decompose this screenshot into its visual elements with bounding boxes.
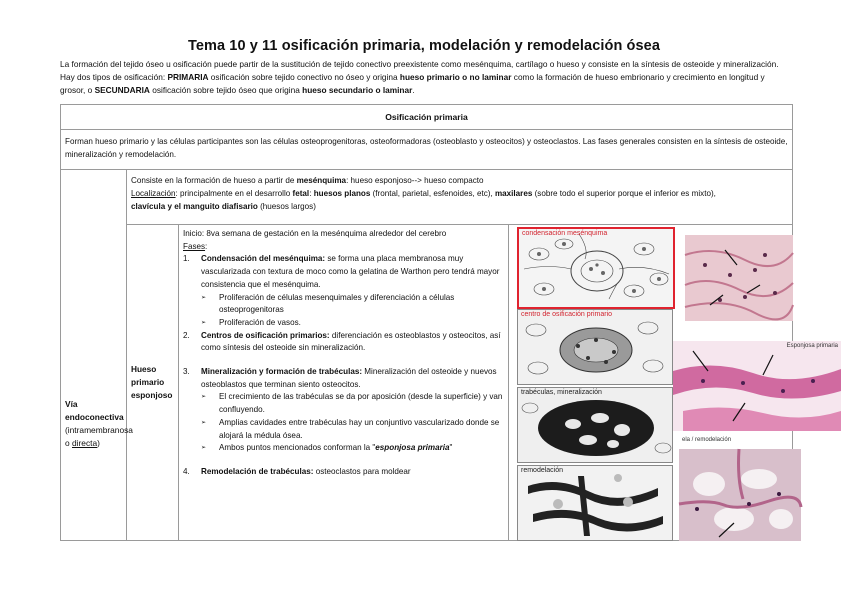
step-1-text: se forma una placa membranosa muy vascularizada con textura de moco como la gelatina de Warthon pero tendrá mayor consistencia que el mesénquima. [201, 254, 500, 289]
step-3-num: 3. [183, 367, 190, 377]
consiste-clavicula: clavícula y el manguito diafisario [131, 202, 258, 211]
step-4-title: Remodelación de trabéculas: [201, 466, 314, 476]
hueso-primario-label: Hueso primario esponjoso [127, 225, 179, 541]
figure-trabeculas [517, 387, 673, 463]
consiste-text-f: (sobre todo el superior porque el inferior es mixto), [532, 189, 716, 198]
step-3-text: Mineralización del osteoide y nuevos osteoblastos que terminan siento osteocitos. [201, 367, 497, 389]
figure-3-label: trabéculas, mineralización [521, 389, 602, 396]
step-3-sub-1: ➢ El crecimiento de las trabéculas se da por aposición (desde la superficie) y van confluyendo. [201, 392, 503, 415]
figure-micrograph-3 [679, 437, 801, 541]
step-4 [183, 466, 504, 479]
remodeling-drawing [518, 466, 672, 540]
step-3-title: Mineralización y formación de trabéculas: [201, 367, 363, 377]
consiste-text-e: (frontal, parietal, esfenoides, etc), [370, 189, 495, 198]
figure-4-label: remodelación [521, 467, 564, 474]
consiste-cell [127, 170, 793, 225]
table-description: Forman hueso primario y las células participantes son las células osteoprogenitoras, osteoformadoras (osteoblasto y osteocitos) y osteoclastos. Las fases generales consisten en la síntesis de osteoide, mineralización y remodelación. [61, 130, 793, 170]
figure-centro-osificacion [517, 309, 673, 385]
step-1-num: 1. [183, 254, 190, 264]
mesenchyme-drawing [519, 229, 673, 307]
intro-primaria: PRIMARIA [167, 72, 209, 82]
step-2-num: 2. [183, 330, 190, 340]
consiste-planos: huesos planos [313, 189, 371, 198]
fases-label: Fases [183, 241, 206, 251]
consiste-text-d: : [309, 189, 314, 198]
consiste-fetal: fetal [292, 189, 310, 198]
esponjosa-primaria: esponjosa primaria [375, 443, 450, 453]
consiste-text-b: : hueso esponjoso--> hueso compacto [346, 176, 484, 185]
step-3-sub-3: ➢ Ambos puntos mencionados conforman la "esponjosa primaria" [201, 443, 453, 453]
step-4-text: osteoclastos para moldear [313, 466, 411, 476]
step-3 [183, 366, 504, 391]
ossification-table [60, 104, 838, 541]
via-endoconectiva-cell [61, 170, 133, 541]
intro-text-3: como la formación de hueso embrionario y crecimiento en longitud y grosor, o [60, 72, 765, 95]
figure-remodelacion [517, 465, 673, 541]
intro-text-1: La formación del tejido óseo u osificación puede partir de la sustitución de tejido conectivo preexistente como mesénquima, cartílago o hueso y consiste en la síntesis de osteoide y mineralización. Hay dos tipos de osificación: [60, 59, 779, 82]
consiste-text-a: Consiste en la formación de hueso a partir de [131, 176, 297, 185]
step-4-num: 4. [183, 466, 190, 476]
via-sub-b: ) [97, 438, 100, 448]
figure-5-label: Esponjosa primaria [786, 343, 838, 349]
intro-hueso-secundario: hueso secundario o laminar [302, 85, 413, 95]
figure-micrograph-1 [685, 235, 793, 321]
trabeculae-drawing [518, 388, 672, 462]
localizacion-label: Localización [131, 189, 176, 198]
step-2-text: diferenciación es osteoblastos y osteocitos, así como síntesis del osteoide sin mineralización. [201, 330, 501, 353]
via-label: Vía endoconectiva [65, 399, 124, 422]
via-directa: directa [72, 438, 98, 448]
micrograph-2-drawing [673, 341, 841, 431]
figure-6-label: ela / remodelación [682, 437, 732, 443]
micrograph-1-drawing [685, 235, 793, 321]
figure-condensacion [517, 227, 675, 309]
table-header: Osificación primaria [61, 105, 793, 130]
consiste-maxilares: maxilares [494, 189, 533, 198]
via-sub-a: (intramembranosa o [65, 425, 133, 448]
intro-paragraph [60, 58, 780, 97]
step-2 [183, 330, 504, 355]
inicio-line: Inicio: 8va semana de gestación en la mesénquima alrededor del cerebro [183, 229, 447, 238]
step-1 [183, 253, 504, 291]
intro-text-4: osificación sobre tejido óseo que origina [149, 85, 303, 95]
consiste-text-g: (huesos largos) [257, 202, 316, 211]
fases-cell: Inicio: 8va semana de gestación en la mesénquima alrededor del cerebro Fases: 1. Condensación del mesénquima: se forma una placa membranosa muy vascularizada con textura de moco como la gelatina de Warthon pero tendrá mayor consistencia que el mesénquima. ➢ Proliferación de células mesenquimales y diferenciación a células osteoprogenitoras ➢ Proliferación de vasos. 2. Centros de osificación primarios: diferenciación es osteoblastos y osteocitos, así como síntesis del osteoide sin mineralización. 3. Mineralización y formación de trabéculas: Mineralización del osteoide y nuevos osteoblastos que terminan siento osteocitos. ➢ El crecimiento de las trabéculas se da por aposición (desde la superficie) y van confluyendo. ➢ Amplias cavidades entre trabéculas hay un conjuntivo vascularizado donde se alojará la médula ósea. ➢ Ambos puntos mencionados conforman la "esponjosa primaria" 4. Remodelación de trabéculas: osteoclastos para moldear [179, 225, 509, 541]
consiste-mesenquima: mesénquima [296, 176, 347, 185]
page-title: Tema 10 y 11 osificación primaria, modelación y remodelación ósea [187, 38, 661, 54]
consiste-text-c: : principalmente en el desarrollo [175, 189, 293, 198]
ossification-center-drawing [518, 310, 672, 384]
intro-hueso-primario: hueso primario o no laminar [399, 72, 512, 82]
figure-1-label: condensación mesénquima [522, 230, 608, 237]
step-1-title: Condensación del mesénquima: [201, 254, 326, 264]
intro-text-5: . [412, 85, 415, 95]
figure-2-label: centro de osificación primario [521, 311, 613, 318]
step-1-sub-2: ➢ Proliferación de vasos. [201, 317, 301, 327]
intro-text-2: osificación sobre tejido conectivo no óseo y origina [208, 72, 400, 82]
step-2-title: Centros de osificación primarios: [201, 330, 330, 340]
micrograph-3-drawing [679, 449, 801, 541]
step-1-sub-1: ➢ Proliferación de células mesenquimales y diferenciación a células osteoprogenitoras [201, 292, 455, 315]
step-3-sub-2: ➢ Amplias cavidades entre trabéculas hay un conjuntivo vascularizado donde se alojará la médula ósea. [201, 417, 500, 440]
figure-micrograph-2 [673, 341, 841, 431]
figures-cell [509, 225, 838, 541]
intro-secundaria: SECUNDARIA [94, 85, 150, 95]
